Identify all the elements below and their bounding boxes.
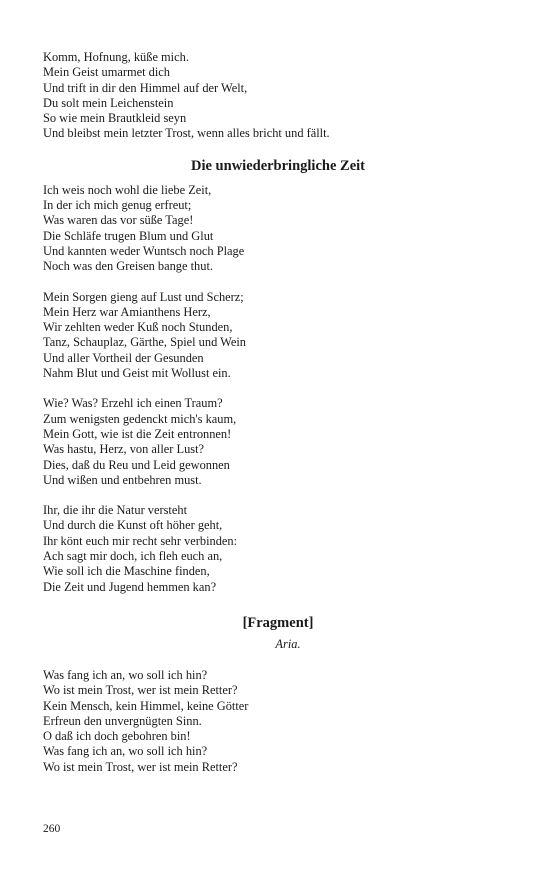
page-number: 260 xyxy=(43,823,61,835)
poem-line: O daß ich doch gebohren bin! xyxy=(43,729,191,744)
poem-line: Erfreun den unvergnügten Sinn. xyxy=(43,713,202,728)
poem-line: Mein Gott, wie ist die Zeit entronnen! xyxy=(43,426,232,441)
poem-title: Die unwiederbringliche Zeit xyxy=(191,157,365,174)
poem-line: Wie? Was? Erzehl ich einen Traum? xyxy=(43,396,223,411)
poem-line: Was waren das vor süße Tage! xyxy=(43,213,194,228)
poem-line: Kein Mensch, kein Himmel, keine Götter xyxy=(43,698,249,713)
poem-line: Mein Geist umarmet dich xyxy=(43,65,170,80)
poem-line: Mein Herz war Amianthens Herz, xyxy=(43,304,211,319)
poem-line: Die Zeit und Jugend hemmen kan? xyxy=(43,579,217,594)
poem-line: Was fang ich an, wo soll ich hin? xyxy=(43,667,208,682)
poem-line: Wie soll ich die Maschine finden, xyxy=(43,564,210,579)
stanza-gap xyxy=(43,488,513,503)
poem-line: So wie mein Brautkleid seyn xyxy=(43,111,187,126)
fragment-title: [Fragment] xyxy=(242,614,314,631)
poem-line: Ich weis noch wohl die liebe Zeit, xyxy=(43,182,212,197)
stanza-4 xyxy=(43,503,513,595)
poem-line: Wo ist mein Trost, wer ist mein Retter? xyxy=(43,683,238,698)
poem-line: Wir zehlten weder Kuß noch Stunden, xyxy=(43,320,233,335)
poem-line: Komm, Hofnung, küße mich. xyxy=(43,50,189,64)
poem-line: Und wißen und entbehren must. xyxy=(43,472,202,487)
aria-subtitle: Aria. xyxy=(275,636,301,651)
poem-line: In der ich mich genug erfreut; xyxy=(43,198,192,213)
poem-line: Ihr könt euch mir recht sehr verbinden: xyxy=(43,533,238,548)
stanza-1 xyxy=(43,183,513,275)
poem-line: Und trift in dir den Himmel auf der Welt, xyxy=(43,80,248,95)
poem-line: Die Schläfe trugen Blum und Glut xyxy=(43,228,214,243)
fragment-stanza xyxy=(43,668,513,775)
poem-line: Zum wenigsten gedenckt mich's kaum, xyxy=(43,411,237,426)
poem-line: Du solt mein Leichenstein xyxy=(43,95,174,110)
stanza-gap xyxy=(43,275,513,290)
poem-line: Nahm Blut und Geist mit Wollust ein. xyxy=(43,366,231,381)
poem-line: Wo ist mein Trost, wer ist mein Retter? xyxy=(43,759,238,774)
poem-line: Und durch die Kunst oft höher geht, xyxy=(43,518,223,533)
poem-line: Dies, daß du Reu und Leid gewonnen xyxy=(43,457,230,472)
stanza-3 xyxy=(43,396,513,488)
poem-line: Mein Sorgen gieng auf Lust und Scherz; xyxy=(43,289,244,304)
poem-line: Ach sagt mir doch, ich fleh euch an, xyxy=(43,549,223,564)
poem-line: Ihr, die ihr die Natur versteht xyxy=(43,503,188,518)
intro-stanza xyxy=(43,50,513,142)
poem-line: Und aller Vortheil der Gesunden xyxy=(43,350,204,365)
poem-line: Tanz, Schauplaz, Gärthe, Spiel und Wein xyxy=(43,335,246,350)
poem-line: Und bleibst mein letzter Trost, wenn alles bricht und fällt. xyxy=(43,126,330,141)
poem-line: Noch was den Greisen bange thut. xyxy=(43,259,213,274)
poem-line: Was hastu, Herz, von aller Lust? xyxy=(43,442,205,457)
poem-line: Und kannten weder Wuntsch noch Plage xyxy=(43,243,245,258)
stanza-gap xyxy=(43,381,513,396)
poem-line: Was fang ich an, wo soll ich hin? xyxy=(43,744,208,759)
page-content xyxy=(43,50,513,775)
stanza-2 xyxy=(43,290,513,382)
